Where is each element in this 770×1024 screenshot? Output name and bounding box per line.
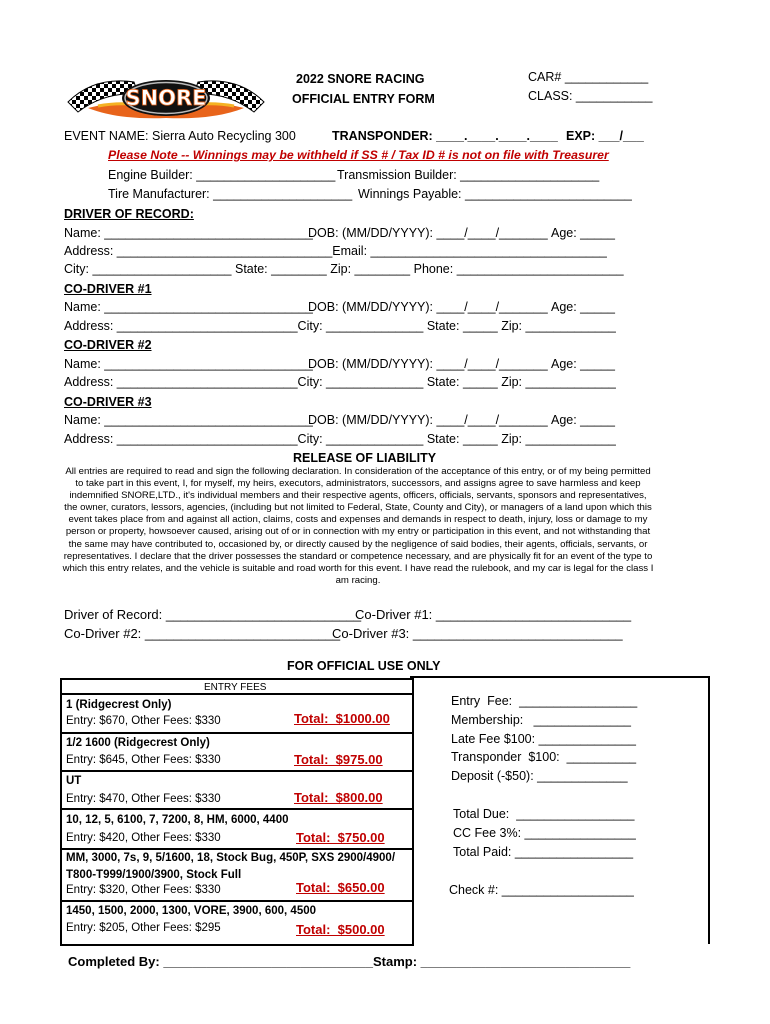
form-title: 2022 SNORE RACING [296, 72, 425, 86]
fee-class-5: MM, 3000, 7s, 9, 5/1600, 18, Stock Bug, 450P, SXS 2900/4900/ [66, 852, 396, 864]
winnings-note: Please Note -- Winnings may be withheld if SS # / Tax ID # is not on file with Treasurer [108, 148, 609, 162]
transponder-field[interactable]: TRANSPONDER: ____.____.____.____ [332, 129, 558, 143]
car-number-field[interactable]: CAR# ____________ [528, 70, 649, 84]
event-name: EVENT NAME: Sierra Auto Recycling 300 [64, 129, 296, 143]
fee-total-5: Total: $650.00 [296, 880, 385, 895]
fee-total-6: Total: $500.00 [296, 922, 385, 937]
winnings-payable-field[interactable]: Winnings Payable: ________________________ [358, 187, 632, 201]
late-fee-field[interactable]: Late Fee $100: ______________ [451, 732, 636, 746]
release-heading: RELEASE OF LIABILITY [293, 451, 437, 465]
stamp-field[interactable]: Stamp: _____________________________ [373, 954, 631, 969]
codriver2-signature-field[interactable]: Co-Driver #2: ___________________________ [64, 626, 341, 641]
codriver3-heading: CO-DRIVER #3 [64, 395, 152, 409]
codriver3-dob-field[interactable]: DOB: (MM/DD/YYYY): ____/____/_______ [308, 413, 548, 427]
official-frame-right [708, 676, 710, 944]
codriver1-name-field[interactable]: Name: ______________________________ [64, 300, 313, 314]
codriver2-address-field[interactable]: Address: __________________________City: ______________ State: _____ Zip: _____________ [64, 375, 616, 389]
driver-signature-field[interactable]: Driver of Record: ___________________________ [64, 607, 362, 622]
total-paid-field[interactable]: Total Paid: _________________ [453, 845, 634, 859]
membership-field[interactable]: Membership: ______________ [451, 713, 631, 727]
engine-builder-field[interactable]: Engine Builder: ____________________ [108, 168, 336, 182]
codriver1-heading: CO-DRIVER #1 [64, 282, 152, 296]
driver-dob-field[interactable]: DOB: (MM/DD/YYYY): ____/____/_______ [308, 226, 548, 240]
fee-class-5b: T800-T999/1900/3900, Stock Full [66, 869, 242, 881]
codriver2-heading: CO-DRIVER #2 [64, 338, 152, 352]
codriver1-signature-field[interactable]: Co-Driver #1: ___________________________ [355, 607, 632, 622]
class-field[interactable]: CLASS: ___________ [528, 89, 653, 103]
snore-logo [64, 68, 268, 128]
official-frame-top [410, 676, 710, 678]
completed-by-field[interactable]: Completed By: _____________________________ [68, 954, 374, 969]
driver-city-line[interactable]: City: ____________________ State: ________ Zip: ________ Phone: ________________________ [64, 262, 624, 276]
fee-total-2: Total: $975.00 [294, 752, 383, 767]
fee-detail-3: Entry: $470, Other Fees: $330 [66, 793, 221, 805]
codriver2-dob-field[interactable]: DOB: (MM/DD/YYYY): ____/____/_______ [308, 357, 548, 371]
official-use-heading: FOR OFFICIAL USE ONLY [287, 659, 441, 673]
total-due-field[interactable]: Total Due: _________________ [453, 807, 635, 821]
fee-detail-5: Entry: $320, Other Fees: $330 [66, 884, 221, 896]
codriver1-dob-field[interactable]: DOB: (MM/DD/YYYY): ____/____/_______ [308, 300, 548, 314]
driver-address-field[interactable]: Address: _______________________________Email: __________________________________ [64, 244, 607, 258]
entry-fees-title: ENTRY FEES [204, 682, 267, 693]
fee-total-1: Total: $1000.00 [294, 711, 390, 726]
fee-detail-2: Entry: $645, Other Fees: $330 [66, 754, 221, 766]
codriver3-name-field[interactable]: Name: ______________________________ [64, 413, 313, 427]
fee-class-6: 1450, 1500, 2000, 1300, VORE, 3900, 600, 4500 [66, 905, 317, 917]
fee-class-4: 10, 12, 5, 6100, 7, 7200, 8, HM, 6000, 4400 [66, 814, 289, 826]
fee-detail-1: Entry: $670, Other Fees: $330 [66, 715, 221, 727]
codriver3-age-field[interactable]: Age: _____ [551, 413, 615, 427]
tire-manufacturer-field[interactable]: Tire Manufacturer: ____________________ [108, 187, 353, 201]
fee-detail-6: Entry: $205, Other Fees: $295 [66, 922, 221, 934]
release-text: All entries are required to read and sign the following declaration. In consideration of the acceptance of this entry, or of my being permitted to take part in this event, I, for myself, my heirs, executors, administrators, successors, and assigns agree to save harmless and keep indemnified SNORE,LTD., it's individual members and their respective agents, officers, officials, servants, sponsors and representatives, the owner, curators, lessors, agencies, (including but not limited to Federal, State, County and City), or managers of a land upon which this event takes place from and against all action, claims, costs and expenses and demands in respect to death, injury, loss or damage to my person or property, howsoever caused, arising out of or in connection with my entry or participation in this event, and not withstanding that the same may have contributed to, occasioned by, or directly caused by the negligence of said bodies, their agents, officials, servants, or representatives. I declare that the driver possesses the standard or competence necessary, and are physically fit for an event of the type to which this entry relates, and the vehicle is suitable and road worth for this event. I have read the rulebook, and my car is legal for the class I am racing. [62, 466, 654, 586]
codriver1-address-field[interactable]: Address: __________________________City: ______________ State: _____ Zip: _____________ [64, 319, 616, 333]
deposit-field[interactable]: Deposit (-$50): _____________ [451, 769, 628, 783]
transponder-fee-field[interactable]: Transponder $100: __________ [451, 750, 637, 764]
driver-name-field[interactable]: Name: ______________________________ [64, 226, 313, 240]
codriver3-address-field[interactable]: Address: __________________________City: ______________ State: _____ Zip: _____________ [64, 432, 616, 446]
transmission-builder-field[interactable]: Transmission Builder: ____________________ [337, 168, 600, 182]
check-number-field[interactable]: Check #: ___________________ [449, 883, 634, 897]
codriver2-age-field[interactable]: Age: _____ [551, 357, 615, 371]
fee-class-1: 1 (Ridgecrest Only) [66, 699, 172, 711]
codriver2-name-field[interactable]: Name: ______________________________ [64, 357, 313, 371]
cc-fee-field[interactable]: CC Fee 3%: ________________ [453, 826, 636, 840]
codriver3-signature-field[interactable]: Co-Driver #3: _____________________________ [332, 626, 623, 641]
fee-class-3: UT [66, 775, 82, 787]
driver-heading: DRIVER OF RECORD: [64, 207, 194, 221]
entry-fee-field[interactable]: Entry Fee: _________________ [451, 694, 638, 708]
fee-detail-4: Entry: $420, Other Fees: $330 [66, 832, 221, 844]
fee-total-4: Total: $750.00 [296, 830, 385, 845]
fee-total-3: Total: $800.00 [294, 790, 383, 805]
fee-class-2: 1/2 1600 (Ridgecrest Only) [66, 737, 210, 749]
entry-fees-table [60, 678, 414, 946]
codriver1-age-field[interactable]: Age: _____ [551, 300, 615, 314]
driver-age-field[interactable]: Age: _____ [551, 226, 615, 240]
exp-field[interactable]: EXP: ___/___ [566, 129, 644, 143]
form-subtitle: OFFICIAL ENTRY FORM [292, 92, 435, 106]
logo-text: SNORE [125, 86, 207, 110]
